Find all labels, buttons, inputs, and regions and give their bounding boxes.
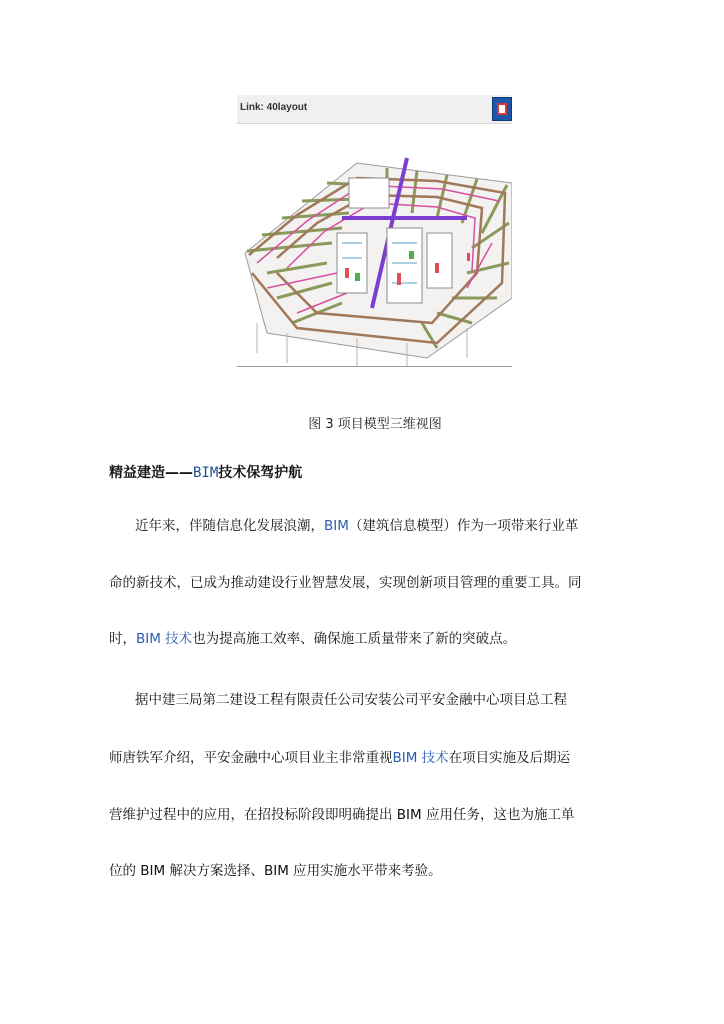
viewer-app-icon [492, 97, 512, 121]
text-run: 命的新技术，已成为推动建设行业智慧发展，实现创新项目管理的重要工具。同 [109, 575, 582, 591]
bim-3d-model-image [237, 123, 512, 366]
paragraph-2-line-3 [109, 803, 574, 823]
paragraph-1-line-1 [135, 514, 578, 534]
paragraph-1-line-2 [109, 571, 582, 591]
paragraph-2-line-2 [109, 746, 570, 766]
heading-accent: BIM [193, 465, 219, 481]
paragraph-1-line-3 [109, 627, 516, 647]
heading-prefix: 精益建造—— [109, 465, 193, 481]
paragraph-2-line-1 [135, 688, 567, 708]
text-run: 师唐铁军介绍，平安金融中心项目业主非常重视 [109, 750, 393, 766]
link-label: Link: 40layout [240, 102, 308, 113]
bim-model-figure [237, 95, 512, 367]
bim-tech-link[interactable]: BIM 技术 [136, 631, 193, 647]
bim-tech-link[interactable]: BIM 技术 [392, 750, 449, 766]
heading-suffix: 技术保驾护航 [218, 465, 303, 481]
text-run: 营维护过程中的应用，在招投标阶段即明确提出 BIM 应用任务，这也为施工单 [109, 807, 575, 823]
text-run: 时， [109, 631, 136, 647]
text-run: 位的 BIM 解决方案选择、BIM 应用实施水平带来考验。 [109, 863, 442, 879]
paragraph-2-line-4 [109, 859, 442, 879]
section-heading [109, 462, 302, 482]
figure-baseline [237, 366, 512, 367]
text-run: 也为提高施工效率、确保施工质量带来了新的突破点。 [192, 631, 517, 647]
text-run: 近年来，伴随信息化发展浪潮， [135, 518, 324, 534]
text-run: 据中建三局第二建设工程有限责任公司安装公司平安金融中心项目总工程 [135, 692, 567, 708]
figure-caption: 图 3 项目模型三维视图 [308, 417, 442, 432]
bim-link[interactable]: BIM [324, 518, 349, 534]
text-run: 在项目实施及后期运 [448, 750, 571, 766]
text-run: （建筑信息模型）作为一项带来行业革 [348, 518, 579, 534]
viewer-title-bar [237, 95, 512, 124]
